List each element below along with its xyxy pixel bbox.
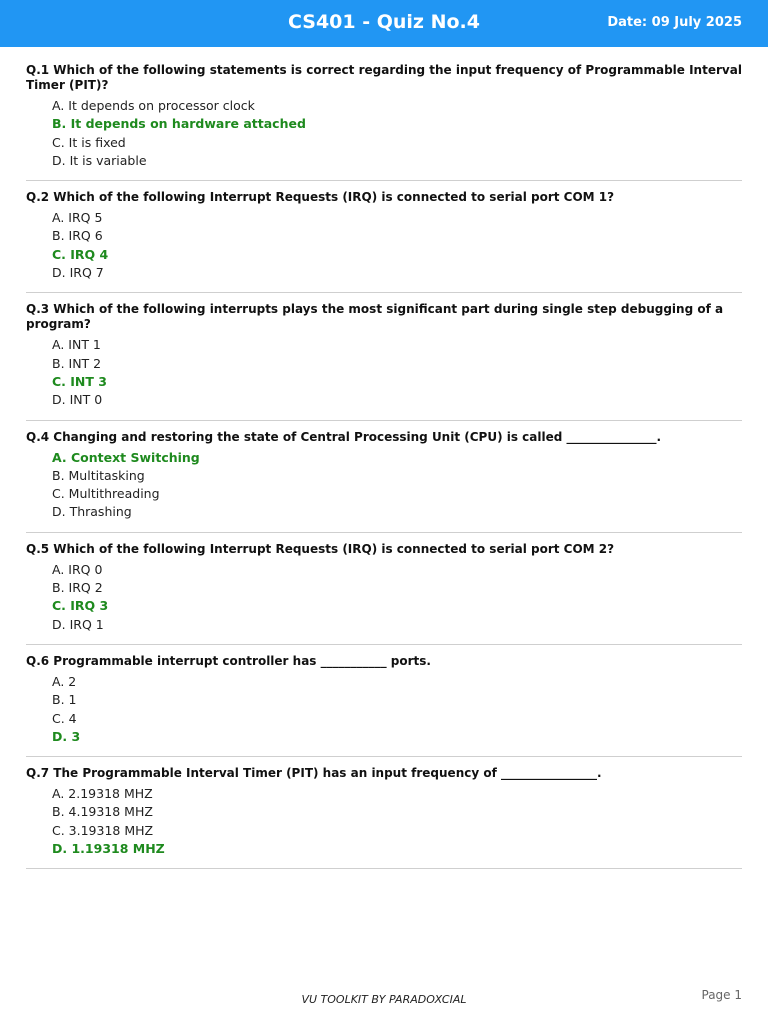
question-text: Q.5 Which of the following Interrupt Requests (IRQ) is connected to serial port COM 2? xyxy=(26,541,615,556)
correct-answer-option: C. INT 3 xyxy=(52,373,107,389)
answer-option: B. INT 2 xyxy=(52,355,102,371)
answer-option: D. Thrashing xyxy=(52,504,132,520)
answer-option: A. 2 xyxy=(52,673,77,689)
answer-option: A. IRQ 5 xyxy=(52,210,103,226)
answer-option: B. 1 xyxy=(52,692,77,708)
answer-option: A. INT 1 xyxy=(52,337,101,353)
question-block-6 xyxy=(26,654,742,757)
question-list xyxy=(26,63,742,878)
question-block-3 xyxy=(26,302,742,420)
answer-option: B. IRQ 6 xyxy=(52,228,103,244)
footer-credit: VU TOOLKIT BY PARADOXCIAL xyxy=(301,993,467,1006)
question-block-2 xyxy=(26,190,742,293)
correct-answer-option: C. IRQ 3 xyxy=(52,598,109,614)
answer-option: C. 3.19318 MHZ xyxy=(52,822,154,838)
page-title: CS401 - Quiz No.4 xyxy=(287,11,480,33)
question-block-4 xyxy=(26,430,742,533)
answer-option: C. It is fixed xyxy=(52,134,126,150)
answer-options xyxy=(26,673,742,746)
correct-answer-option: A. Context Switching xyxy=(52,449,200,465)
answer-option: B. 4.19318 MHZ xyxy=(52,804,153,820)
answer-option: A. 2.19318 MHZ xyxy=(52,786,153,802)
page-number: Page 1 xyxy=(701,988,742,1002)
question-text: Q.1 Which of the following statements is correct regarding the input frequency of Programmable Interval Timer (PIT)? xyxy=(26,63,742,92)
answer-option: D. INT 0 xyxy=(52,392,103,408)
answer-options xyxy=(26,336,742,409)
answer-options xyxy=(26,209,742,282)
answer-option: A. It depends on processor clock xyxy=(52,98,255,113)
answer-option: D. IRQ 1 xyxy=(52,616,104,632)
question-text: Q.2 Which of the following Interrupt Requests (IRQ) is connected to serial port COM 1? xyxy=(26,190,615,205)
question-text: Q.7 The Programmable Interval Timer (PIT) has an input frequency of ________________. xyxy=(26,766,602,781)
question-text: Q.4 Changing and restoring the state of Central Processing Unit (CPU) is called _______________. xyxy=(26,429,662,444)
page-header xyxy=(0,0,768,47)
answer-options xyxy=(26,449,742,522)
question-block-5 xyxy=(26,542,742,645)
answer-option: C. Multithreading xyxy=(52,486,160,502)
answer-options xyxy=(26,97,742,170)
answer-option: C. 4 xyxy=(52,710,77,726)
quiz-date: Date: 09 July 2025 xyxy=(607,15,742,30)
answer-option: D. It is variable xyxy=(52,152,147,168)
question-block-7 xyxy=(26,766,742,869)
question-text: Q.6 Programmable interrupt controller has ___________ ports. xyxy=(26,653,431,668)
answer-option: B. Multitasking xyxy=(52,467,145,483)
correct-answer-option: D. 1.19318 MHZ xyxy=(52,841,165,857)
question-text: Q.3 Which of the following interrupts plays the most significant part during single step debugging of a program? xyxy=(26,302,724,332)
correct-answer-option: B. It depends on hardware attached xyxy=(52,116,306,132)
answer-options xyxy=(26,561,742,634)
answer-option: D. IRQ 7 xyxy=(52,265,104,281)
answer-option: A. IRQ 0 xyxy=(52,561,103,577)
question-block-1 xyxy=(26,63,742,181)
correct-answer-option: D. 3 xyxy=(52,728,81,744)
answer-option: B. IRQ 2 xyxy=(52,580,103,596)
correct-answer-option: C. IRQ 4 xyxy=(52,246,109,262)
answer-options xyxy=(26,785,742,858)
